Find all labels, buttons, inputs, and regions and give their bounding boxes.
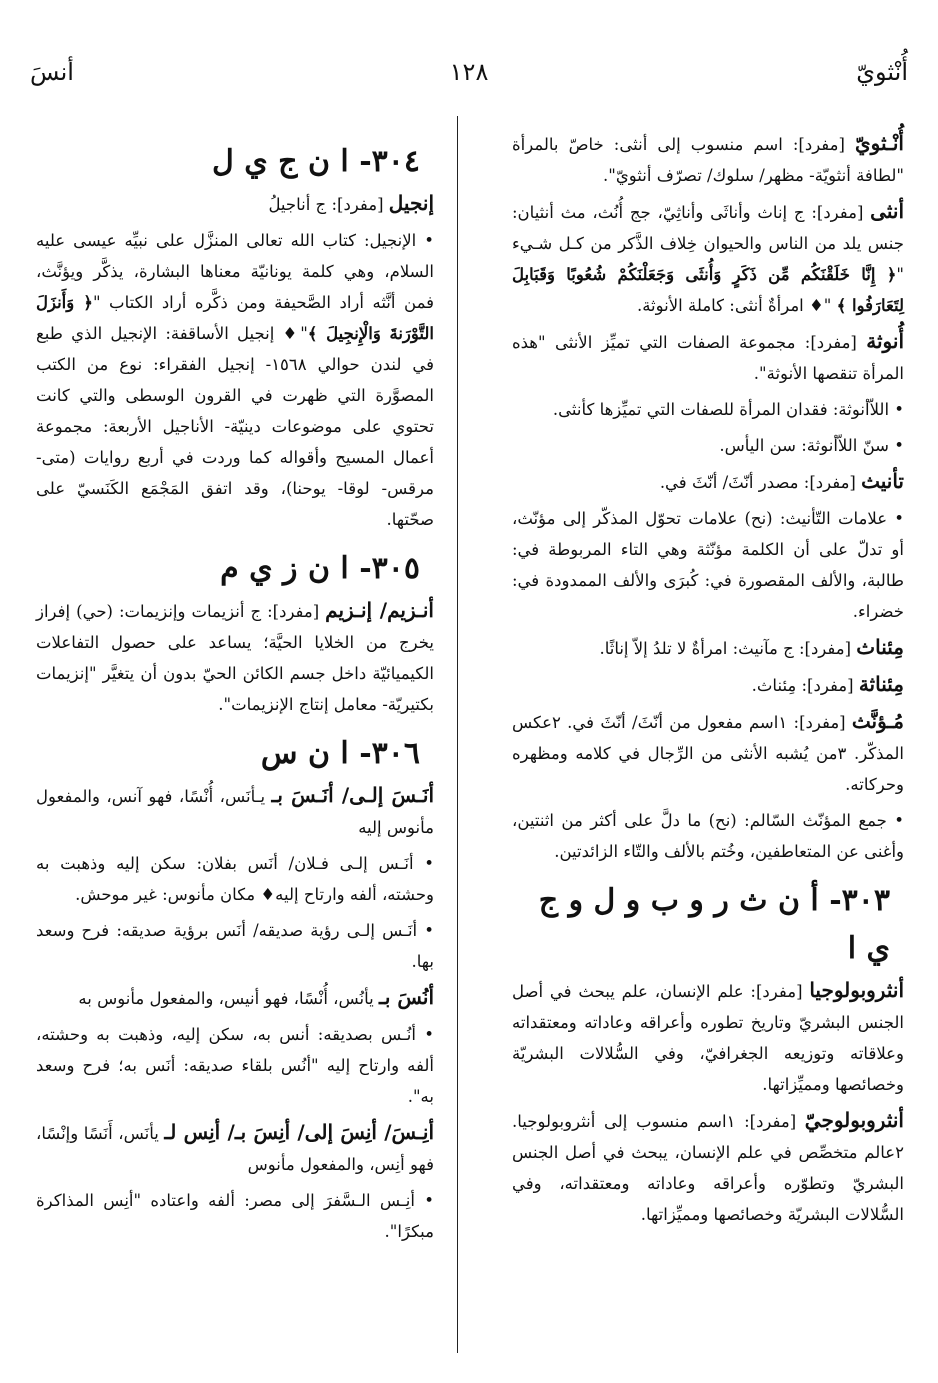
quran-quote: ﴿ وَأَنزَلَ التَّوْرَنةَ وَالْإِنجِيلَ ﴾: [36, 293, 435, 343]
entry-anusa-bi: [36, 982, 434, 1014]
definition: [مفرد]: مجموعة الصفات التي تميِّز الأنثى "هذه المرأة تنقصها الأنوثة".: [512, 333, 904, 383]
headword: أُنْـثويّ: [854, 131, 904, 155]
definition: [مفرد]: ج أنزيمات وإنزيمات: (حي) إفراز يخرج من الخلايا الحيَّة؛ يساعد على حصول التفاعلات الكيميائيّة داخل جسم الكائن الحيّ بدون أن يتغيَّر "إنزيمات بكتيريّة- معامل إنتاج الإنزيمات".: [36, 602, 434, 714]
headword: أنثروبولوجيّ: [804, 1108, 904, 1132]
definition: [مفرد]: اسم منسوب إلى أنثى: خاصّ بالمرأة "لطافة أنثويّة- مظهر/ سلوك/ تصرّف أنثويّ".: [512, 135, 904, 185]
column-divider: [457, 116, 458, 1353]
definition: يأنُس، أُنْسًا، فهو أنيس، والمفعول مأنوس به: [78, 989, 379, 1008]
headword: أنِـسَ/ أنِسَ إلى/ أنِسَ بـ/ أنِس لـ: [164, 1120, 434, 1144]
entry-anisa: [36, 1117, 434, 1180]
section-heading-306: ٣٠٦- ا ن س: [260, 736, 420, 771]
headword: أنُسَ بـ: [378, 985, 434, 1009]
quran-quote: ﴿ إِنَّا خَلَقْنَكُم مِّن ذَكَرٍ وَأُنثَى وَجَعَلْنَكُمْ شُعُوبًا وَقَبَابِلَ لِتَعَارَفُوا ﴾: [512, 265, 904, 315]
page-number: ١٢٨: [449, 58, 489, 86]
running-head-right: أُنْثويّ: [856, 58, 908, 86]
entry-taneeth: [512, 466, 904, 498]
entry-anthropologist: [512, 1105, 904, 1230]
headword: تأنيث: [861, 469, 904, 493]
section-heading-304: ٣٠٤- ا ن ج ي ل: [211, 144, 420, 179]
definition: [مفرد]: مصدر أنّثَ/ أنّثَ في.: [659, 473, 862, 492]
entry-unutha: [512, 326, 904, 389]
entry-muannath: [512, 706, 904, 800]
definition: يأنَس، أَنَسًا وإنْسًا، فهو أنِس، والمفعول مأنوس: [36, 1124, 434, 1174]
subentry-alamat-taneeth: • علامات التّأنيث: (نح) علامات تحوّل المذكّر إلى مؤنّث، أو تدلّ على أن الكلمة مؤنّثة وهي التاء المربوطة في: طالبة، والألف المقصورة في: كُبرَى والألف الممدودة في: خضراء.: [512, 509, 904, 621]
headword: مُـؤنَّث: [851, 709, 905, 733]
headword: أُنوثة: [866, 329, 904, 353]
definition: يـأنَس، أُنْسًا، فهو آنس، والمفعول مأنوس إليه: [36, 787, 434, 837]
right-column: [512, 128, 904, 1235]
definition: [مفرد]: ١اسم مفعول من أنّثَ/ أنّثَ في. ٢عكس المذكّر. ٣من يُشبه الأنثى من الرِّجال في كلامه ومظهره وحركاته.: [512, 713, 904, 794]
definition: [مفرد]: ج أناجيلُ: [268, 195, 389, 214]
definition: "♦ إنجيل الأساقفة: الإنجيل الذي طبع في لندن حوالي ١٥٦٨- إنجيل الفقراء: نوع من الكتب المصوَّرة التي ظهرت في القرون الوسطى والتي كانت تحتوي على موضوعات دينيّة- الأناجيل الأربعة: مجموعة أعمال المسيح وأقواله كما وردت في أربع روايات (متى- مرقس- لوقا- يوحنا)، وقد اتفق المَجْمَع الكَنَسيّ على صحّتها.: [36, 324, 434, 529]
section-heading-303: ٣٠٣- أ ن ث ر و ب و ل و ج ي ا: [538, 883, 890, 966]
headword: أنثروبولوجيا: [809, 978, 904, 1002]
entry-anthropology: [512, 975, 904, 1100]
headword: أنـزيم/ إنـزيم: [325, 598, 434, 622]
entry-unthawi: [512, 128, 904, 191]
left-column: [36, 128, 434, 1252]
definition: • الإنجيل: كتاب الله تعالى المنزَّل على نبيِّه عيسى عليه السلام، وهي كلمة يونانيّة معناها البشارة، يذكَّر ويؤنَّث، فمن أنَّثه أراد الصَّحيفة ومن ذكَّره أراد الكتاب ": [36, 231, 434, 312]
entry-anasa-ila: [36, 780, 434, 843]
subentry-anis-assafar: • أنِـس الـسَّفرَ إلى مصر: ألفه واعتاده "أنِس المذاكرة مبكرًا".: [36, 1191, 434, 1241]
entry-untha: [512, 196, 904, 321]
definition: [مفرد]: علم الإنسان، علم يبحث في أصل الجنس البشريّ وتاريخ تطوره وأعراقه وعاداته ومعتقداته وعلاقاته وتوزيعه الجغرافيّ، وفي السُّلالات البشريّة وخصائصها ومميِّزاتها.: [512, 982, 904, 1094]
entry-mienatha: [512, 669, 904, 701]
subentry-la-unutha: • اللاّأنوثة: فقدان المرأة للصفات التي تميِّزها كأنثى.: [552, 400, 904, 419]
page-header: [30, 58, 908, 98]
subentry-al-injeel: [36, 225, 434, 535]
entry-injeel: [36, 188, 434, 220]
headword: أنَـسَ إلـى/ أنَـسَ بـ: [271, 783, 435, 807]
entry-mienath: [512, 632, 904, 664]
subentry-anas-ila-fulan: • أنَـس إلـى فـلان/ أنَس بفلان: سكن إليه وذهبت به وحشته، ألفه وارتاح إليه♦ مكان مأنوس: غير موحش.: [36, 854, 434, 904]
section-heading-305: ٣٠٥- ا ن ز ي م: [220, 551, 420, 586]
headword: إنجيل: [388, 191, 434, 215]
subentry-anus-bisadiqih: • أنُـس بصديقه: أنس به، سكن إليه، وذهبت به وحشته، ألفه وارتاح إليه "أنُس بلقاء صديقه: أنَس به؛ فرح وسعد به".: [36, 1025, 434, 1106]
definition: [مفرد]: ج إناث وأناثَى وأناثِيّ، جج أُنُث، مث أنثيان: جنس يلد من الناس والحيوان خِلاف الذَّكر من كـل شـيء ": [512, 203, 904, 284]
definition: "♦ امرأةٌ أنثى: كاملة الأنوثة.: [636, 296, 837, 315]
definition: [مفرد]: مِئناث.: [751, 676, 859, 695]
headword: مِئناث: [856, 635, 904, 659]
running-head-left: أنسَ: [30, 58, 74, 86]
definition: [مفرد]: ١اسم منسوب إلى أنثروبولوجيا. ٢عالم متخصِّص في علم الإنسان، يبحث في أصل الجنس البشريّ وتطوّره وأعراقه وعاداته ومعتقداته، وفي السُّلالات البشريّة وخصائصها ومميِّزاتها.: [512, 1112, 904, 1224]
definition: [مفرد]: ج مآنيث: امرأةٌ لا تلدُ إلاّ إناثًا.: [599, 639, 857, 658]
headword: مِئناثة: [858, 672, 904, 696]
headword: أنثى: [870, 199, 904, 223]
subentry-sinn-la-unutha: • سنّ اللاّأنوثة: سن اليأس.: [719, 436, 904, 455]
subentry-jam-muannath-salim: • جمع المؤنّث السّالم: (نح) ما دلَّ على أكثر من اثنتين، وأغنى عن المتعاطفين، وخُتم بالألف والتّاء الزائدتين.: [512, 811, 904, 861]
subentry-anas-ila-ruya: • أنَـس إلـى رؤية صديقه/ أنَس برؤية صديقه: فرح وسعد بها.: [36, 921, 434, 971]
entry-enzyme: [36, 595, 434, 720]
